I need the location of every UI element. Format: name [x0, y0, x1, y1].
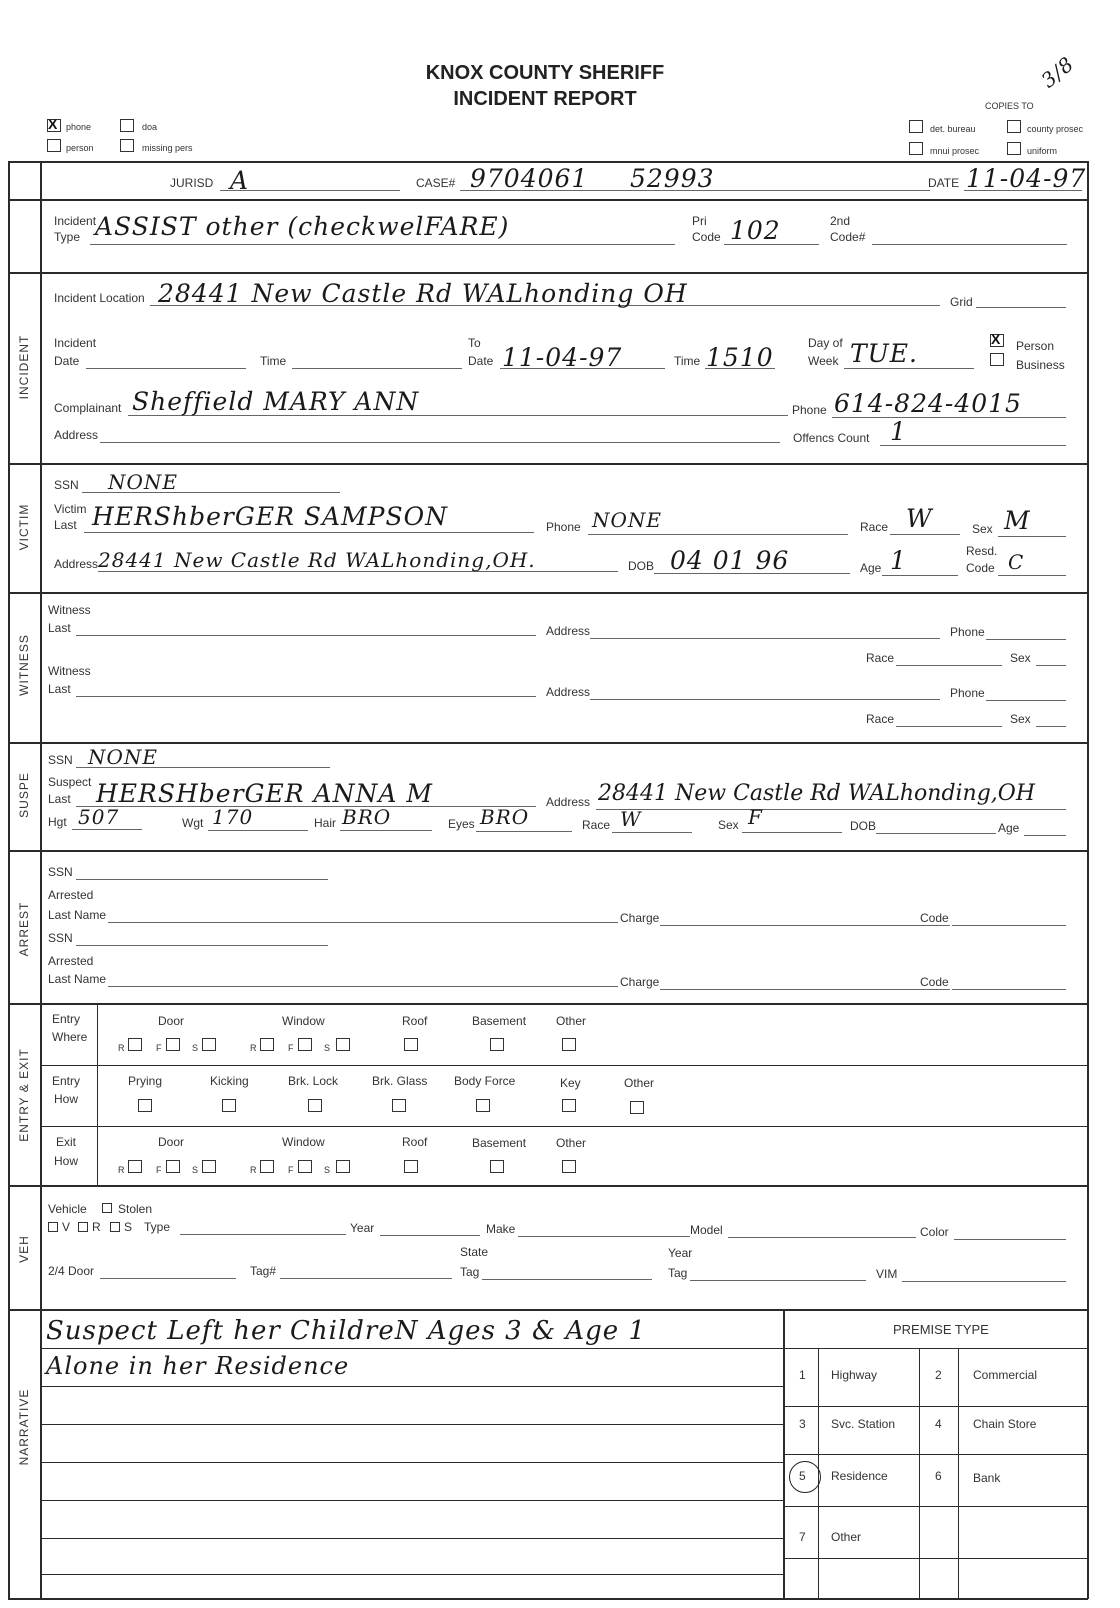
form-title-line2: INCIDENT REPORT — [453, 88, 637, 110]
second-code-label-2: Code# — [830, 230, 866, 244]
arrest-section-label: ARREST — [17, 901, 31, 957]
suspect-address-value[interactable]: 28441 New Castle Rd WALhonding,OH — [598, 781, 1036, 806]
pri-code-label-1: Pri — [692, 214, 707, 228]
victim-age-value[interactable]: 1 — [890, 546, 907, 575]
suspect-hgt-label: Hgt — [48, 815, 67, 829]
premise-type-title: PREMISE TYPE — [893, 1322, 989, 1337]
location-value[interactable]: 28441 New Castle Rd WALhonding OH — [158, 279, 688, 308]
victim-last-value[interactable]: HERShberGER SAMPSON — [92, 502, 448, 531]
witness2-last-label: Last — [48, 682, 71, 696]
entry-where-roof-label: Roof — [402, 1014, 428, 1028]
complainant-label: Complainant — [54, 401, 122, 415]
premise-4-num: 4 — [935, 1417, 942, 1431]
entry-where-door-f-checkbox[interactable] — [166, 1038, 180, 1051]
arrest2-last-name-label: Last Name — [48, 972, 107, 986]
premise-3-num: 3 — [799, 1417, 806, 1431]
entry-where-basement-label: Basement — [472, 1014, 527, 1028]
incident-section — [40, 273, 1086, 463]
phone-check-label: phone — [66, 122, 92, 132]
jurisd-label: JURISD — [170, 176, 214, 190]
narrative-line-1[interactable]: Suspect Left her ChildreN Ages 3 & Age 1 — [46, 1316, 647, 1346]
county-prosec-label: county prosec — [1027, 124, 1084, 134]
incident-date-label-2: Date — [54, 354, 80, 368]
incident-time-label: Time — [260, 354, 287, 368]
victim-resd-value[interactable]: C — [1008, 550, 1025, 574]
exit-door-s-checkbox[interactable] — [202, 1160, 216, 1173]
entry-how-brk-glass-checkbox[interactable] — [392, 1099, 406, 1112]
exit-door-r-label: R — [118, 1165, 125, 1175]
witness2-sex-label: Sex — [1010, 712, 1031, 726]
exit-window-f-checkbox[interactable] — [298, 1160, 312, 1173]
narrative-section — [40, 1310, 784, 1598]
exit-other-checkbox[interactable] — [562, 1160, 576, 1173]
suspect-hgt-value[interactable]: 507 — [78, 805, 120, 829]
entry-how-kicking-label: Kicking — [210, 1074, 249, 1088]
victim-age-label: Age — [860, 561, 882, 575]
exit-window-r-label: R — [250, 1165, 257, 1175]
premise-4-label: Chain Store — [973, 1417, 1037, 1431]
victim-dob-label: DOB — [628, 559, 655, 573]
entry-where-door-s-checkbox[interactable] — [202, 1038, 216, 1051]
suspect-eyes-value[interactable]: BRO — [480, 805, 530, 829]
witness2-race-label: Race — [866, 712, 895, 726]
witness1-phone-label: Phone — [950, 625, 985, 639]
suspect-last-label-2: Last — [48, 792, 71, 806]
suspect-hair-value[interactable]: BRO — [342, 805, 392, 829]
case-label: CASE# — [416, 176, 456, 190]
vehicle-stolen-label: Stolen — [118, 1202, 153, 1216]
entry-how-other-label: Other — [624, 1076, 655, 1090]
vehicle-year-tag-label-2: Tag — [668, 1266, 688, 1280]
suspect-dob-label: DOB — [850, 819, 877, 833]
exit-window-label: Window — [282, 1135, 325, 1149]
exit-window-s-label: S — [324, 1165, 331, 1175]
entry-how-prying-label: Prying — [128, 1074, 163, 1088]
entry-how-brk-lock-checkbox[interactable] — [308, 1099, 322, 1112]
dow-label-1: Day of — [808, 336, 843, 350]
premise-1-num: 1 — [799, 1368, 806, 1382]
det-bureau-label: det. bureau — [930, 124, 976, 134]
entry-where-window-f-checkbox[interactable] — [298, 1038, 312, 1051]
narrative-section-label: NARRATIVE — [17, 1388, 31, 1466]
victim-ssn-value[interactable]: NONE — [108, 470, 178, 494]
entry-how-kicking-checkbox[interactable] — [222, 1099, 236, 1112]
date-label: DATE — [928, 176, 960, 190]
premise-5-label: Residence — [831, 1469, 888, 1483]
incident-type-label-2: Type — [54, 230, 81, 244]
vehicle-r-checkbox[interactable] — [78, 1222, 88, 1232]
witness2-label: Witness — [48, 664, 91, 678]
dow-label-2: Week — [808, 354, 839, 368]
vehicle-year-tag-label-1: Year — [668, 1246, 693, 1260]
premise-3-label: Svc. Station — [831, 1417, 896, 1431]
vehicle-s-label: S — [124, 1220, 133, 1234]
victim-section-label: VICTIM — [17, 503, 31, 551]
entry-where-window-f-label: F — [288, 1043, 294, 1053]
exit-window-s-checkbox[interactable] — [336, 1160, 350, 1173]
complainant-address-label: Address — [54, 428, 99, 442]
entry-how-body-force-checkbox[interactable] — [476, 1099, 490, 1112]
exit-how-label-2: How — [54, 1154, 79, 1168]
witness-section — [40, 593, 1086, 742]
victim-race-label: Race — [860, 520, 889, 534]
exit-door-label: Door — [158, 1135, 185, 1149]
complainant-value[interactable]: Sheffield MARY ANN — [132, 387, 420, 416]
exit-roof-label: Roof — [402, 1135, 428, 1149]
entry-how-label-2: How — [54, 1092, 79, 1106]
mnui-prosec-label: mnui prosec — [930, 146, 980, 156]
premise-type-box — [785, 1310, 1087, 1598]
vehicle-stolen-checkbox[interactable] — [102, 1203, 112, 1213]
vehicle-type-label: Type — [144, 1220, 171, 1234]
arrest2-code-label: Code — [920, 975, 949, 989]
victim-last-label-1: Victim — [54, 502, 87, 516]
vehicle-state-label-1: State — [460, 1245, 489, 1259]
entry-where-label-2: Where — [52, 1030, 88, 1044]
victim-phone-label: Phone — [546, 520, 581, 534]
suspect-section-label: SUSPE — [17, 772, 31, 818]
premise-1-label: Highway — [831, 1368, 878, 1382]
premise-5-num: 5 — [799, 1469, 806, 1483]
dow-value[interactable]: TUE. — [850, 339, 918, 368]
suspect-section — [40, 743, 1086, 850]
entry-where-window-r-checkbox[interactable] — [260, 1038, 274, 1051]
arrest-section — [40, 851, 1086, 1003]
copies-to-label: COPIES TO — [985, 101, 1034, 111]
case-value-2[interactable]: 52993 — [630, 164, 715, 193]
incident-date-label-1: Incident — [54, 336, 97, 350]
pri-code-label-2: Code — [692, 230, 721, 244]
suspect-ssn-label: SSN — [48, 753, 73, 767]
entry-how-prying-checkbox[interactable] — [138, 1099, 152, 1112]
exit-door-f-checkbox[interactable] — [166, 1160, 180, 1173]
arrest2-ssn-label: SSN — [48, 931, 73, 945]
entry-how-brk-lock-label: Brk. Lock — [288, 1074, 339, 1088]
complainant-phone-label: Phone — [792, 403, 827, 417]
corner-handwritten-mark: 3/8 — [1036, 51, 1079, 93]
suspect-hair-label: Hair — [314, 816, 337, 830]
arrest1-ssn-label: SSN — [48, 865, 73, 879]
witness2-address-label: Address — [546, 685, 591, 699]
entry-where-window-s-label: S — [324, 1043, 331, 1053]
suspect-wgt-value[interactable]: 170 — [212, 805, 254, 829]
suspect-last-label-1: Suspect — [48, 775, 92, 789]
incident-type-row — [40, 200, 1086, 272]
doa-check-label: doa — [142, 122, 158, 132]
incident-section-label: INCIDENT — [17, 334, 31, 400]
person-type-checkbox[interactable] — [990, 334, 1004, 347]
suspect-wgt-label: Wgt — [182, 816, 204, 830]
suspect-eyes-label: Eyes — [448, 817, 475, 831]
entry-how-other-checkbox[interactable] — [630, 1101, 644, 1114]
to-date-value[interactable]: 11-04-97 — [502, 343, 623, 372]
premise-7-num: 7 — [799, 1530, 806, 1544]
entry-where-other-checkbox[interactable] — [562, 1038, 576, 1051]
to-date-label-1: To — [468, 336, 481, 350]
victim-last-label-2: Last — [54, 518, 77, 532]
entry-where-door-f-label: F — [156, 1043, 162, 1053]
to-date-label-2: Date — [468, 354, 494, 368]
vehicle-label: Vehicle — [48, 1202, 87, 1216]
entry-where-roof-checkbox[interactable] — [404, 1038, 418, 1051]
witness1-sex-label: Sex — [1010, 651, 1031, 665]
exit-roof-checkbox[interactable] — [404, 1160, 418, 1173]
exit-window-f-label: F — [288, 1165, 294, 1175]
entry-where-window-s-checkbox[interactable] — [336, 1038, 350, 1051]
missing-pers-check-label: missing pers — [142, 143, 193, 153]
vehicle-make-label: Make — [486, 1222, 516, 1236]
vehicle-v-checkbox[interactable] — [48, 1222, 58, 1232]
suspect-sex-label: Sex — [718, 818, 739, 832]
narrative-line-2[interactable]: Alone in her Residence — [46, 1352, 350, 1380]
entry-exit-section — [40, 1004, 1086, 1185]
victim-section — [40, 464, 1086, 592]
entry-where-label-1: Entry — [52, 1012, 81, 1026]
victim-address-label: Address — [54, 557, 99, 571]
vehicle-section — [40, 1186, 1086, 1309]
entry-how-label-1: Entry — [52, 1074, 81, 1088]
entry-where-window-label: Window — [282, 1014, 325, 1028]
entry-how-key-label: Key — [560, 1076, 581, 1090]
business-type-checkbox[interactable] — [990, 353, 1004, 366]
witness1-last-label: Last — [48, 621, 71, 635]
exit-window-r-checkbox[interactable] — [260, 1160, 274, 1173]
entry-where-window-r-label: R — [250, 1043, 257, 1053]
exit-basement-label: Basement — [472, 1136, 527, 1150]
to-time-value[interactable]: 1510 — [706, 343, 774, 372]
to-time-label: Time — [674, 354, 701, 368]
suspect-race-value[interactable]: W — [620, 807, 642, 831]
vehicle-s-checkbox[interactable] — [110, 1222, 120, 1232]
complainant-phone-value[interactable]: 614-824-4015 — [834, 389, 1022, 418]
location-label: Incident Location — [54, 291, 145, 305]
person-check-label: person — [66, 143, 94, 153]
victim-sex-label: Sex — [972, 522, 993, 536]
exit-door-s-label: S — [192, 1165, 199, 1175]
vehicle-section-label: VEH — [17, 1235, 31, 1263]
arrest2-charge-label: Charge — [620, 975, 660, 989]
vehicle-color-label: Color — [920, 1225, 949, 1239]
grid-label: Grid — [950, 295, 973, 309]
uniform-label: uniform — [1027, 146, 1058, 156]
vehicle-vim-label: VIM — [876, 1267, 898, 1281]
vehicle-year-label: Year — [350, 1221, 375, 1235]
exit-other-label: Other — [556, 1136, 587, 1150]
offences-label: Offencs Count — [793, 431, 870, 445]
vehicle-r-label: R — [92, 1220, 101, 1234]
suspect-last-value[interactable]: HERSHberGER ANNA M — [96, 779, 433, 808]
victim-resd-label-1: Resd. — [966, 544, 998, 558]
exit-how-label-1: Exit — [56, 1135, 77, 1149]
arrest1-arrested-label: Arrested — [48, 888, 94, 902]
premise-2-num: 2 — [935, 1368, 942, 1382]
premise-2-label: Commercial — [973, 1368, 1038, 1382]
entry-where-basement-checkbox[interactable] — [490, 1038, 504, 1051]
business-type-label: Business — [1016, 358, 1065, 372]
date-value[interactable]: 11-04-97 — [966, 164, 1087, 193]
victim-ssn-label: SSN — [54, 478, 79, 492]
witness-section-label: WITNESS — [17, 634, 31, 696]
premise-6-label: Bank — [973, 1471, 1001, 1485]
witness1-race-label: Race — [866, 651, 895, 665]
vehicle-tag-label: Tag# — [250, 1264, 277, 1278]
arrest1-last-name-label: Last Name — [48, 908, 107, 922]
entry-where-door-r-checkbox[interactable] — [128, 1038, 142, 1051]
incident-type-value[interactable]: ASSIST other (checkwelFARE) — [95, 212, 510, 241]
entry-where-other-label: Other — [556, 1014, 587, 1028]
form-title-line1: KNOX COUNTY SHERIFF — [425, 62, 665, 84]
jurisdiction-row — [40, 162, 1086, 198]
entry-how-body-force-label: Body Force — [454, 1074, 516, 1088]
suspect-sex-value[interactable]: F — [748, 805, 763, 829]
victim-address-value[interactable]: 28441 New Castle Rd WALhonding,OH. — [98, 548, 536, 572]
pri-code-value[interactable]: 102 — [730, 216, 781, 245]
vehicle-v-label: V — [62, 1220, 71, 1234]
victim-dob-value[interactable]: 04 01 96 — [670, 546, 790, 575]
case-value[interactable]: 9704061 — [470, 164, 589, 193]
vehicle-model-label: Model — [690, 1223, 723, 1237]
witness1-label: Witness — [48, 603, 91, 617]
suspect-address-label: Address — [546, 795, 591, 809]
entry-where-door-label: Door — [158, 1014, 185, 1028]
premise-7-label: Other — [831, 1530, 862, 1544]
entry-where-door-s-label: S — [192, 1043, 199, 1053]
suspect-race-label: Race — [582, 818, 611, 832]
victim-sex-value[interactable]: M — [1004, 506, 1031, 535]
jurisd-value[interactable]: A — [230, 166, 250, 195]
entry-how-key-checkbox[interactable] — [562, 1099, 576, 1112]
arrest1-charge-label: Charge — [620, 911, 660, 925]
arrest2-arrested-label: Arrested — [48, 954, 94, 968]
premise-6-num: 6 — [935, 1469, 942, 1483]
vehicle-door-label: 2/4 Door — [48, 1264, 95, 1278]
exit-basement-checkbox[interactable] — [490, 1160, 504, 1173]
victim-resd-label-2: Code — [966, 561, 995, 575]
witness1-address-label: Address — [546, 624, 591, 638]
arrest1-code-label: Code — [920, 911, 949, 925]
exit-door-r-checkbox[interactable] — [128, 1160, 142, 1173]
entry-where-door-r-label: R — [118, 1043, 125, 1053]
entry-exit-section-label: ENTRY & EXIT — [17, 1048, 31, 1142]
vehicle-state-label-2: Tag — [460, 1265, 480, 1279]
victim-race-value[interactable]: W — [906, 504, 933, 533]
exit-door-f-label: F — [156, 1165, 162, 1175]
entry-how-brk-glass-label: Brk. Glass — [372, 1074, 428, 1088]
person-type-label: Person — [1016, 339, 1055, 353]
witness2-phone-label: Phone — [950, 686, 985, 700]
suspect-ssn-value[interactable]: NONE — [88, 745, 158, 769]
suspect-age-label: Age — [998, 821, 1020, 835]
victim-phone-value[interactable]: NONE — [592, 508, 662, 532]
second-code-label-1: 2nd — [830, 214, 851, 228]
incident-type-label-1: Incident — [54, 214, 97, 228]
offences-value[interactable]: 1 — [890, 417, 907, 446]
